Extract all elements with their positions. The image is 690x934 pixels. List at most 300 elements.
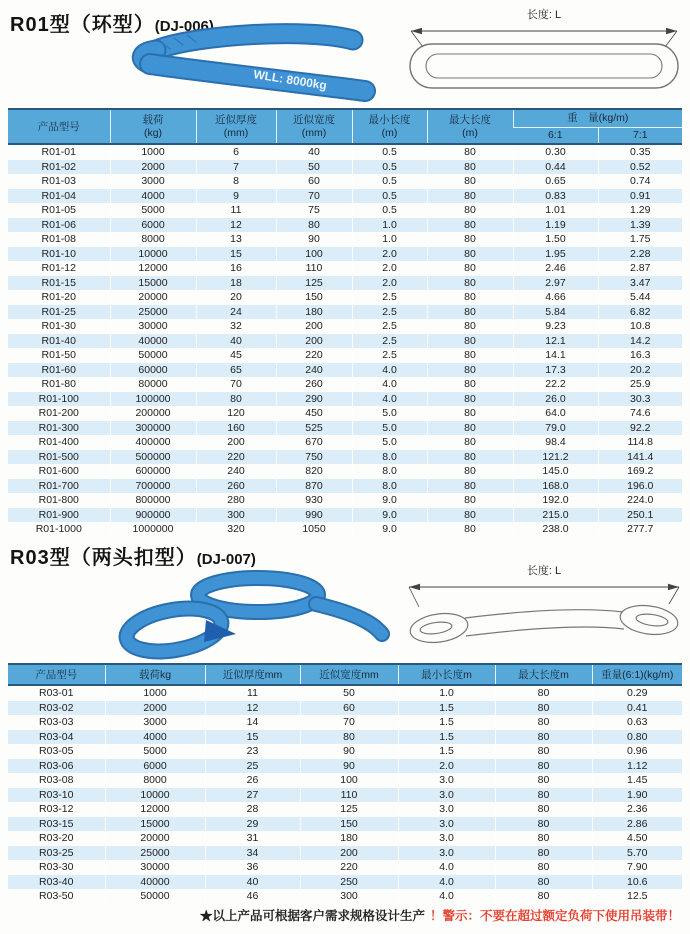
table-cell: 80	[427, 261, 513, 276]
table-cell: 32	[196, 319, 276, 334]
table-cell: 9.0	[352, 493, 427, 508]
table-cell: 0.80	[592, 730, 682, 745]
table-cell: 8.0	[352, 450, 427, 465]
dimension-arrow	[409, 584, 679, 607]
table-cell: 75	[276, 203, 352, 218]
table-cell: 80	[427, 160, 513, 175]
table-cell: 290	[276, 392, 352, 407]
table-cell: 9	[196, 189, 276, 204]
col-weight-6to1: 6:1	[513, 127, 598, 144]
table-cell: 3.47	[598, 276, 682, 291]
table-cell: 121.2	[513, 450, 598, 465]
table-cell: R01-40	[41, 334, 76, 347]
table-cell: 80	[427, 508, 513, 523]
table-cell: 800000	[110, 493, 196, 508]
r01-length-label: 长度: L	[526, 9, 562, 21]
table-cell: 1.0	[352, 232, 427, 247]
table-cell: 22.2	[513, 377, 598, 392]
table-cell: 8000	[105, 773, 205, 788]
table-cell: 160	[196, 421, 276, 436]
table-cell: 2.0	[352, 276, 427, 291]
table-cell: 11	[205, 685, 300, 701]
r01-dimension-diagram	[402, 6, 686, 106]
table-cell: 30000	[110, 319, 196, 334]
table-cell: 12.1	[513, 334, 598, 349]
table-cell: 7	[196, 160, 276, 175]
table-cell: 12.5	[592, 889, 682, 904]
table-cell: 3000	[110, 174, 196, 189]
table-cell: 1.39	[598, 218, 682, 233]
table-cell: 15000	[105, 817, 205, 832]
table-cell: 80	[495, 730, 592, 745]
table-cell: 1.5	[398, 701, 495, 716]
table-cell: 5000	[110, 203, 196, 218]
table-cell: 150	[276, 290, 352, 305]
table-cell: 5.70	[592, 846, 682, 861]
table-cell: 2.46	[513, 261, 598, 276]
table-cell: 2.5	[352, 319, 427, 334]
table-cell: 1050	[276, 522, 352, 537]
table-row	[8, 406, 682, 421]
r03-table-body	[8, 685, 682, 904]
table-cell: 400000	[110, 435, 196, 450]
table-cell: 215.0	[513, 508, 598, 523]
table-cell: 3.0	[398, 773, 495, 788]
table-cell: 25000	[110, 305, 196, 320]
table-cell: R01-02	[41, 160, 76, 173]
table-row	[8, 715, 682, 730]
col-approx-width: 近似宽度mm	[300, 664, 398, 685]
table-row	[8, 744, 682, 759]
table-cell: 50	[276, 160, 352, 175]
table-row	[8, 421, 682, 436]
table-row	[8, 435, 682, 450]
table-cell: R03-06	[39, 759, 74, 772]
table-cell: 0.35	[598, 144, 682, 160]
table-cell: 10000	[105, 788, 205, 803]
table-cell: 100	[276, 247, 352, 262]
table-cell: 34	[205, 846, 300, 861]
r03-length-label: 长度: L	[526, 565, 562, 577]
table-cell: 80	[196, 392, 276, 407]
table-cell: R03-02	[39, 701, 74, 714]
table-row	[8, 319, 682, 334]
table-row	[8, 189, 682, 204]
table-cell: R03-08	[39, 774, 74, 786]
r01-model-code: (DJ-006)	[154, 18, 214, 35]
table-cell: 4000	[105, 730, 205, 745]
table-cell: 80	[495, 759, 592, 774]
table-cell: R01-04	[41, 189, 76, 202]
table-cell: 80	[427, 479, 513, 494]
table-cell: R03-10	[39, 788, 74, 801]
table-cell: 1.90	[592, 788, 682, 803]
table-cell: R03-25	[39, 846, 74, 859]
table-cell: R03-03	[39, 716, 74, 728]
table-cell: R01-12	[41, 262, 76, 274]
table-cell: 80	[495, 685, 592, 701]
table-cell: 2.0	[352, 261, 427, 276]
table-cell: 14.1	[513, 348, 598, 363]
col-approx-thickness: 近似厚度 (mm)	[196, 109, 276, 144]
table-cell: 9.0	[352, 522, 427, 537]
table-row	[8, 392, 682, 407]
table-cell: 2.36	[592, 802, 682, 817]
table-row	[8, 759, 682, 774]
table-cell: 98.4	[513, 435, 598, 450]
table-cell: 80	[495, 788, 592, 803]
table-cell: R01-06	[41, 218, 76, 231]
table-cell: 80	[427, 421, 513, 436]
table-cell: 15000	[110, 276, 196, 291]
table-cell: 4.50	[592, 831, 682, 846]
table-cell: 80	[495, 802, 592, 817]
table-cell: 0.5	[352, 189, 427, 204]
table-cell: 36	[205, 860, 300, 875]
footer-warning-text: ！警示：不要在超过额定负荷下使用吊装带！	[429, 909, 680, 923]
table-cell: 100	[300, 773, 398, 788]
table-cell: 80	[495, 846, 592, 861]
r03-table-header	[8, 664, 682, 685]
table-cell: 0.5	[352, 174, 427, 189]
table-cell: 80	[495, 875, 592, 890]
table-cell: 80	[427, 435, 513, 450]
table-cell: R03-01	[39, 687, 74, 699]
table-cell: 80	[427, 377, 513, 392]
table-cell: 50	[300, 685, 398, 701]
table-cell: 50000	[110, 348, 196, 363]
table-cell: 20.2	[598, 363, 682, 378]
table-cell: 60	[300, 701, 398, 716]
col-min-length: 最小长度 (m)	[352, 109, 427, 144]
table-cell: 930	[276, 493, 352, 508]
r03-section-title	[10, 541, 256, 570]
table-cell: 0.91	[598, 189, 682, 204]
table-cell: R01-30	[41, 320, 76, 332]
table-cell: 80	[427, 144, 513, 160]
table-cell: 3.0	[398, 831, 495, 846]
table-cell: 4.0	[352, 363, 427, 378]
table-cell: 224.0	[598, 493, 682, 508]
table-cell: R01-03	[41, 175, 76, 187]
r03-title-text: R03型（两头扣型）	[10, 547, 197, 569]
r01-table-body	[8, 144, 682, 537]
table-cell: 9.23	[513, 319, 598, 334]
table-cell: R01-10	[41, 247, 76, 260]
table-cell: 8.0	[352, 464, 427, 479]
table-row	[8, 276, 682, 291]
table-cell: 80	[427, 232, 513, 247]
table-cell: 12000	[110, 261, 196, 276]
table-cell: 2000	[110, 160, 196, 175]
table-cell: 1.01	[513, 203, 598, 218]
table-cell: 70	[300, 715, 398, 730]
table-cell: 277.7	[598, 522, 682, 537]
table-cell: 20000	[110, 290, 196, 305]
table-cell: 100000	[110, 392, 196, 407]
table-row	[8, 247, 682, 262]
table-row	[8, 160, 682, 175]
table-cell: 14	[205, 715, 300, 730]
col-product-model: 产品型号	[8, 109, 110, 144]
table-row	[8, 685, 682, 701]
table-cell: R01-25	[41, 305, 76, 318]
table-cell: 1.5	[398, 715, 495, 730]
table-cell: 80	[276, 218, 352, 233]
table-cell: 23	[205, 744, 300, 759]
table-cell: 260	[196, 479, 276, 494]
table-cell: 40000	[110, 334, 196, 349]
table-row	[8, 261, 682, 276]
table-cell: 125	[276, 276, 352, 291]
table-cell: 80	[427, 247, 513, 262]
table-cell: 15	[205, 730, 300, 745]
table-row	[8, 218, 682, 233]
ring-sling-outline	[410, 44, 678, 88]
col-weight-group: 重 量(kg/m)	[513, 109, 682, 127]
table-cell: 90	[276, 232, 352, 247]
table-row	[8, 508, 682, 523]
table-cell: 70	[276, 189, 352, 204]
table-cell: 125	[300, 802, 398, 817]
table-cell: 15	[196, 247, 276, 262]
table-cell: 3.0	[398, 817, 495, 832]
table-cell: R01-700	[38, 479, 79, 492]
table-cell: 670	[276, 435, 352, 450]
table-cell: 180	[300, 831, 398, 846]
table-cell: 12	[205, 701, 300, 716]
col-max-length: 最大长度 (m)	[427, 109, 513, 144]
table-cell: 4000	[110, 189, 196, 204]
table-cell: 80	[495, 744, 592, 759]
table-row	[8, 817, 682, 832]
table-cell: 525	[276, 421, 352, 436]
table-cell: 80	[427, 522, 513, 537]
table-cell: 110	[276, 261, 352, 276]
table-row	[8, 701, 682, 716]
col-min-length: 最小长度m	[398, 664, 495, 685]
table-cell: 64.0	[513, 406, 598, 421]
table-row	[8, 232, 682, 247]
table-cell: 1000000	[110, 522, 196, 537]
table-cell: 50000	[105, 889, 205, 904]
table-cell: 1.12	[592, 759, 682, 774]
table-cell: 6000	[105, 759, 205, 774]
table-cell: R03-12	[39, 803, 74, 815]
table-cell: 114.8	[598, 435, 682, 450]
table-cell: 150	[300, 817, 398, 832]
table-row	[8, 174, 682, 189]
table-cell: 0.65	[513, 174, 598, 189]
table-cell: R01-08	[41, 233, 76, 245]
table-cell: 80	[495, 889, 592, 904]
table-cell: 0.63	[592, 715, 682, 730]
col-product-model: 产品型号	[8, 664, 105, 685]
table-cell: 1.5	[398, 730, 495, 745]
table-cell: 80	[427, 276, 513, 291]
table-cell: 169.2	[598, 464, 682, 479]
table-cell: 80	[495, 817, 592, 832]
table-cell: 80	[427, 406, 513, 421]
table-cell: 92.2	[598, 421, 682, 436]
table-cell: 80	[427, 392, 513, 407]
table-cell: 90	[300, 759, 398, 774]
table-cell: 250.1	[598, 508, 682, 523]
table-cell: 0.52	[598, 160, 682, 175]
table-cell: 17.3	[513, 363, 598, 378]
table-cell: 5.44	[598, 290, 682, 305]
table-cell: 2.87	[598, 261, 682, 276]
table-cell: 14.2	[598, 334, 682, 349]
table-cell: 200000	[110, 406, 196, 421]
table-cell: 16	[196, 261, 276, 276]
table-row	[8, 290, 682, 305]
table-cell: 3000	[105, 715, 205, 730]
table-row	[8, 875, 682, 890]
table-cell: 40	[196, 334, 276, 349]
table-cell: 2.28	[598, 247, 682, 262]
table-cell: 29	[205, 817, 300, 832]
table-cell: 2.0	[352, 247, 427, 262]
table-cell: 90	[300, 744, 398, 759]
table-row	[8, 860, 682, 875]
table-cell: 0.29	[592, 685, 682, 701]
table-cell: 1.0	[398, 685, 495, 701]
table-cell: R01-200	[38, 407, 79, 419]
table-cell: R01-600	[38, 465, 79, 477]
table-cell: 110	[300, 788, 398, 803]
footer-custom-note: ★以上产品可根据客户需求规格设计生产	[200, 909, 426, 923]
table-row	[8, 788, 682, 803]
table-row	[8, 773, 682, 788]
table-cell: 80	[427, 493, 513, 508]
table-cell: 12	[196, 218, 276, 233]
table-cell: 700000	[110, 479, 196, 494]
table-cell: 74.6	[598, 406, 682, 421]
table-cell: 18	[196, 276, 276, 291]
table-cell: 260	[276, 377, 352, 392]
table-cell: 0.44	[513, 160, 598, 175]
table-cell: 27	[205, 788, 300, 803]
eye-eye-sling-outline	[408, 602, 679, 646]
table-cell: 80	[427, 189, 513, 204]
table-cell: 25000	[105, 846, 205, 861]
table-cell: 5.0	[352, 421, 427, 436]
table-cell: R01-05	[41, 204, 76, 216]
r01-title-text: R01型（环型）	[10, 14, 155, 36]
table-cell: 1.5	[398, 744, 495, 759]
r01-wll-print: WLL: 8000kg	[252, 67, 328, 93]
table-cell: 300	[300, 889, 398, 904]
table-cell: 1.50	[513, 232, 598, 247]
table-cell: 80	[427, 450, 513, 465]
table-cell: 0.83	[513, 189, 598, 204]
table-cell: 25	[205, 759, 300, 774]
table-cell: 1.45	[592, 773, 682, 788]
table-cell: 80	[427, 464, 513, 479]
table-cell: 8	[196, 174, 276, 189]
table-cell: 5000	[105, 744, 205, 759]
table-cell: 1.95	[513, 247, 598, 262]
table-cell: R01-01	[41, 146, 76, 158]
table-cell: 0.5	[352, 144, 427, 160]
table-cell: R01-80	[41, 378, 76, 390]
table-cell: R03-50	[39, 890, 74, 902]
table-cell: 0.41	[592, 701, 682, 716]
table-row	[8, 522, 682, 537]
table-cell: 30000	[105, 860, 205, 875]
table-cell: 168.0	[513, 479, 598, 494]
table-cell: 1.0	[352, 218, 427, 233]
table-cell: R01-900	[38, 508, 79, 521]
table-cell: 40	[276, 144, 352, 160]
table-cell: 4.66	[513, 290, 598, 305]
table-cell: 40000	[105, 875, 205, 890]
table-cell: 300000	[110, 421, 196, 436]
table-cell: 1000	[105, 685, 205, 701]
table-row	[8, 450, 682, 465]
table-row	[8, 802, 682, 817]
table-cell: 70	[196, 377, 276, 392]
table-cell: R01-500	[38, 450, 79, 463]
table-cell: 80	[495, 860, 592, 875]
table-cell: 3.0	[398, 846, 495, 861]
table-cell: 238.0	[513, 522, 598, 537]
table-cell: 28	[205, 802, 300, 817]
table-cell: 60000	[110, 363, 196, 378]
table-cell: 4.0	[352, 392, 427, 407]
table-cell: 10.8	[598, 319, 682, 334]
table-row	[8, 831, 682, 846]
table-cell: 11	[196, 203, 276, 218]
table-cell: 80	[427, 319, 513, 334]
table-cell: 10.6	[592, 875, 682, 890]
table-cell: 79.0	[513, 421, 598, 436]
table-cell: 80	[427, 334, 513, 349]
r03-dimension-diagram	[402, 562, 686, 666]
table-cell: 900000	[110, 508, 196, 523]
table-cell: 0.96	[592, 744, 682, 759]
table-cell: 220	[196, 450, 276, 465]
table-cell: 200	[276, 319, 352, 334]
table-cell: R03-15	[39, 817, 74, 830]
table-row	[8, 144, 682, 160]
table-cell: 5.84	[513, 305, 598, 320]
col-weight-6to1: 重量(6:1)(kg/m)	[592, 664, 682, 685]
table-cell: 600000	[110, 464, 196, 479]
table-cell: 145.0	[513, 464, 598, 479]
r03-spec-table	[8, 663, 682, 904]
table-cell: 7.90	[592, 860, 682, 875]
table-cell: 240	[196, 464, 276, 479]
table-cell: R01-1000	[35, 523, 82, 535]
table-cell: R01-300	[38, 421, 79, 434]
table-row	[8, 363, 682, 378]
table-cell: 46	[205, 889, 300, 904]
col-max-length: 最大长度m	[495, 664, 592, 685]
table-cell: 870	[276, 479, 352, 494]
table-cell: R03-04	[39, 730, 74, 743]
table-cell: R01-50	[41, 349, 76, 361]
table-cell: 2.0	[398, 759, 495, 774]
table-cell: 0.5	[352, 203, 427, 218]
table-cell: 12000	[105, 802, 205, 817]
table-cell: 750	[276, 450, 352, 465]
table-cell: 25.9	[598, 377, 682, 392]
table-cell: 6	[196, 144, 276, 160]
r03-model-code: (DJ-007)	[196, 551, 256, 568]
table-cell: 820	[276, 464, 352, 479]
